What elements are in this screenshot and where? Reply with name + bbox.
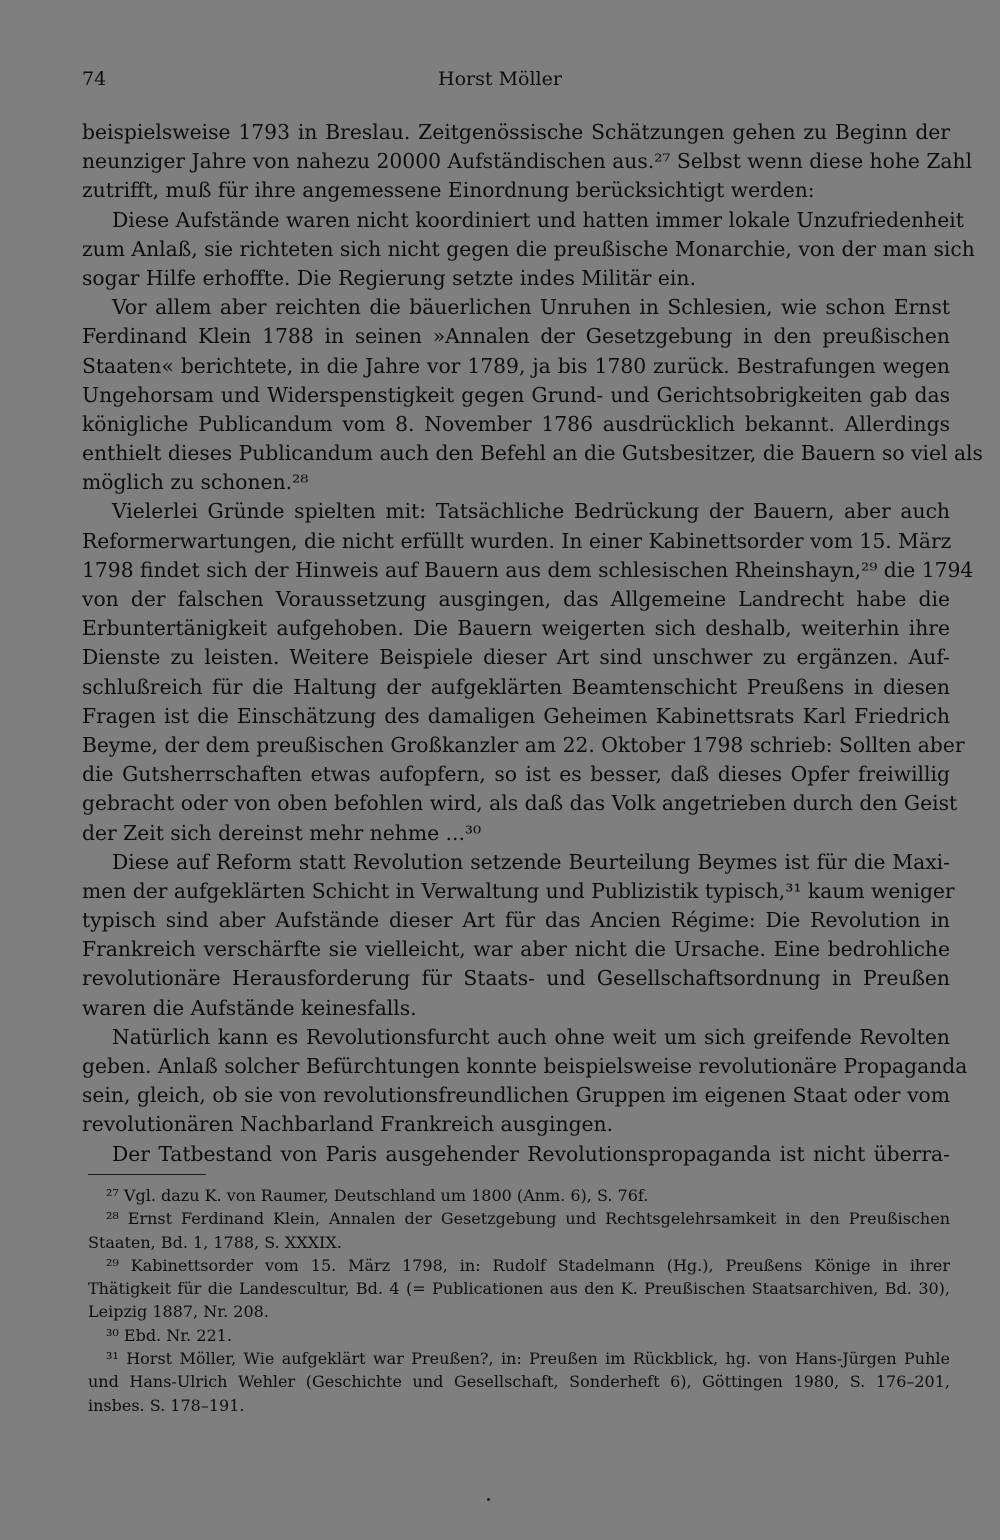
body-line: Beyme, der dem preußischen Großkanzler am 22. Oktober 1798 schrieb: Sollten aber	[82, 732, 965, 757]
body-line: möglich zu schonen.²⁸	[82, 470, 309, 495]
main-text	[82, 118, 983, 1169]
body-line: Reformerwartungen, die nicht erfüllt wurden. In einer Kabinettsorder vom 15. März	[82, 528, 952, 553]
body-line: zutrifft, muß für ihre angemessene Einordnung berücksichtigt werden:	[82, 178, 815, 203]
body-line: gebracht oder von oben befohlen wird, als daß das Volk angetrieben durch den Geist	[82, 791, 958, 816]
footnote-line: insbes. S. 178–191.	[88, 1395, 245, 1415]
body-line: geben. Anlaß solcher Befürchtungen konnte beispielsweise revolutionäre Propaganda	[82, 1054, 968, 1078]
body-line: Vor allem aber reichten die bäuerlichen Unruhen in Schlesien, wie schon Ernst	[112, 295, 950, 320]
body-line: Natürlich kann es Revolutionsfurcht auch ohne weit um sich greifende Revolten	[112, 1024, 950, 1049]
body-line: königliche Publicandum vom 8. November 1786 ausdrücklich bekannt. Allerdings	[82, 411, 950, 436]
footnote-line: ³¹ Horst Möller, Wie aufgeklärt war Preußen?, in: Preußen im Rückblick, hg. von Hans-Jürgen Puhle	[106, 1349, 950, 1369]
footnote-line: ²⁷ Vgl. dazu K. von Raumer, Deutschland um 1800 (Anm. 6), S. 76f.	[106, 1186, 649, 1205]
body-line: schlußreich für die Haltung der aufgeklärten Beamtenschicht Preußens in diesen	[82, 674, 950, 699]
body-line: enthielt dieses Publicandum auch den Befehl an die Gutsbesitzer, die Bauern so viel als	[82, 441, 983, 466]
body-line: die Gutsherrschaften etwas aufopfern, so ist es besser, daß dieses Opfer freiwillig	[82, 762, 950, 787]
body-line: Fragen ist die Einschätzung des damaligen Geheimen Kabinettsrats Karl Friedrich	[82, 703, 950, 728]
footnote-line: Thätigkeit für die Landescultur, Bd. 4 (= Publicationen aus den K. Preußischen Staatsarchiven, Bd. 30),	[88, 1279, 950, 1299]
body-line: 1798 findet sich der Hinweis auf Bauern aus dem schlesischen Rheinshayn,²⁹ die 1794	[82, 557, 974, 582]
running-head-author: Horst Möller	[438, 68, 562, 90]
body-line: Erbuntertänigkeit aufgehoben. Die Bauern weigerten sich deshalb, weiterhin ihre	[82, 616, 950, 641]
body-line: Diese Aufstände waren nicht koordiniert und hatten immer lokale Unzufriedenheit	[112, 207, 964, 232]
body-line: Frankreich verschärfte sie vielleicht, war aber nicht die Ursache. Eine bedrohliche	[82, 937, 950, 962]
page-number: 74	[82, 68, 107, 90]
body-line: sogar Hilfe erhoffte. Die Regierung setzte indes Militär ein.	[82, 265, 696, 290]
body-line: Ferdinand Klein 1788 in seinen »Annalen der Gesetzgebung in den preußischen	[82, 324, 950, 349]
body-line: typisch sind aber Aufstände dieser Art für das Ancien Régime: Die Revolution in	[82, 908, 950, 933]
body-line: der Zeit sich dereinst mehr nehme ...³⁰	[82, 820, 482, 845]
body-line: beispielsweise 1793 in Breslau. Zeitgenössische Schätzungen gehen zu Beginn der	[82, 120, 950, 144]
footnote-line: und Hans-Ulrich Wehler (Geschichte und Gesellschaft, Sonderheft 6), Göttingen 1980, S. 176–201,	[88, 1372, 950, 1392]
body-line: Diese auf Reform statt Revolution setzende Beurteilung Beymes ist für die Maxi-	[112, 849, 950, 874]
body-line: Staaten« berichtete, in die Jahre vor 1789, ja bis 1780 zurück. Bestrafungen wegen	[82, 353, 950, 378]
body-line: Dienste zu leisten. Weitere Beispiele dieser Art sind unschwer zu ergänzen. Auf-	[82, 645, 950, 670]
scan-speck	[487, 1498, 490, 1501]
footnotes	[88, 1184, 950, 1417]
footnote-line: Leipzig 1887, Nr. 208.	[88, 1302, 269, 1322]
body-line: neunziger Jahre von nahezu 20000 Aufständischen aus.²⁷ Selbst wenn diese hohe Zahl	[82, 149, 973, 174]
body-line: waren die Aufstände keinesfalls.	[82, 995, 417, 1020]
body-line: Ungehorsam und Widerspenstigkeit gegen Grund- und Gerichtsobrigkeiten gab das	[82, 382, 950, 407]
body-line: revolutionäre Herausforderung für Staats- und Gesellschaftsordnung in Preußen	[82, 966, 950, 991]
footnote-line: ³⁰ Ebd. Nr. 221.	[106, 1325, 232, 1345]
body-line: zum Anlaß, sie richteten sich nicht gegen die preußische Monarchie, von der man sich	[82, 236, 975, 261]
body-line: Vielerlei Gründe spielten mit: Tatsächliche Bedrückung der Bauern, aber auch	[112, 499, 950, 524]
body-line: Der Tatbestand von Paris ausgehender Revolutionspropaganda ist nicht überra-	[112, 1141, 950, 1166]
body-line: men der aufgeklärten Schicht in Verwaltung und Publizistik typisch,³¹ kaum weniger	[82, 878, 955, 903]
body-line: sein, gleich, ob sie von revolutionsfreundlichen Gruppen im eigenen Staat oder vom	[82, 1083, 950, 1108]
body-line: revolutionären Nachbarland Frankreich ausgingen.	[82, 1112, 614, 1137]
footnote-line: Staaten, Bd. 1, 1788, S. XXXIX.	[88, 1232, 342, 1252]
body-line: von der falschen Voraussetzung ausgingen, das Allgemeine Landrecht habe die	[82, 587, 950, 611]
footnote-line: ²⁸ Ernst Ferdinand Klein, Annalen der Gesetzgebung und Rechtsgelehrsamkeit in den Preußischen	[106, 1209, 950, 1229]
footnote-line: ²⁹ Kabinettsorder vom 15. März 1798, in: Rudolf Stadelmann (Hg.), Preußens Könige in ihrer	[106, 1255, 950, 1275]
footnote-separator	[88, 1174, 206, 1175]
